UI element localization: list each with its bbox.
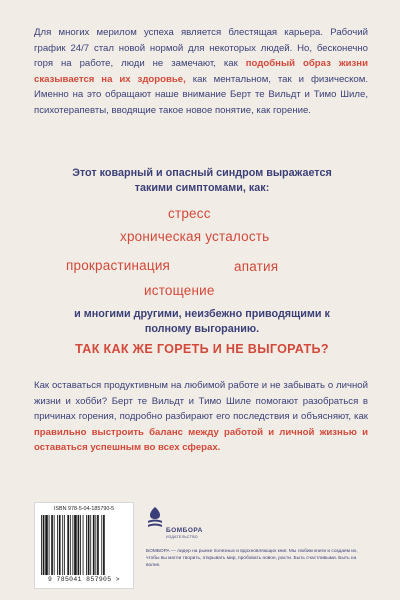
symptom-procrastination: прокрастинация: [66, 258, 171, 273]
publisher-tagline: ИЗДАТЕЛЬСТВО: [166, 535, 198, 539]
bombora-logo-icon: [146, 506, 164, 530]
isbn-label: ISBN 978-5-04-185790-5: [53, 506, 115, 512]
ean-digits: 9 785041 857905 >: [48, 576, 120, 583]
publisher-description: БОМБОРА — лидер на рынке полезных и вдохновляющих книг. Мы любим книги и создаем их, чтобы вы могли творить, открывать мир, пробовать новое, расти. Быть счастливыми. Быть на волне.: [146, 549, 358, 568]
symptoms-outro: и многими другими, неизбежно приводящими к полному выгоранию.: [74, 308, 330, 335]
intro-text-end: как ментальном, так и физическом. Именно на это обращают наше внимание Берт те Вильдт и Тимо Шиле, психотерапевты, вводящие такое новое понятие, как горение.: [34, 73, 368, 116]
symptoms-intro: Этот коварный и опасный синдром выражается такими симптомами, как:: [72, 167, 332, 194]
intro-paragraph: [34, 25, 368, 119]
body-text: Как оставаться продуктивным на любимой работе и не забывать о личной жизни и хобби? Берт те Вильдт и Тимо Шиле помогают разобраться в причинах горения, подробно разбирают его последствия и объясняют, как: [34, 380, 368, 423]
body-highlight: правильно выстроить баланс между работой и личной жизнью и оставаться успешным во всех сферах.: [34, 426, 368, 454]
symptom-exhaustion: истощение: [144, 283, 215, 298]
key-question: ТАК КАК ЖЕ ГОРЕТЬ И НЕ ВЫГОРАТЬ?: [75, 342, 329, 356]
symptom-apathy: апатия: [234, 259, 279, 274]
intro-highlight: подобный образ жизни сказывается на их здоровье,: [34, 58, 368, 85]
barcode-icon: [41, 515, 127, 575]
body-paragraph: [34, 378, 368, 456]
publisher-name: БОМБОРА: [166, 527, 203, 534]
isbn-barcode: [34, 502, 134, 589]
symptom-stress: стресс: [168, 206, 211, 221]
symptom-fatigue: хроническая усталость: [120, 229, 270, 244]
intro-text-start: Для многих мерилом успеха является блестящая карьера. Рабочий график 24/7 стал новой нормой для некоторых людей. Но, бесконечно горя на работе, люди не замечают, как: [34, 27, 368, 70]
